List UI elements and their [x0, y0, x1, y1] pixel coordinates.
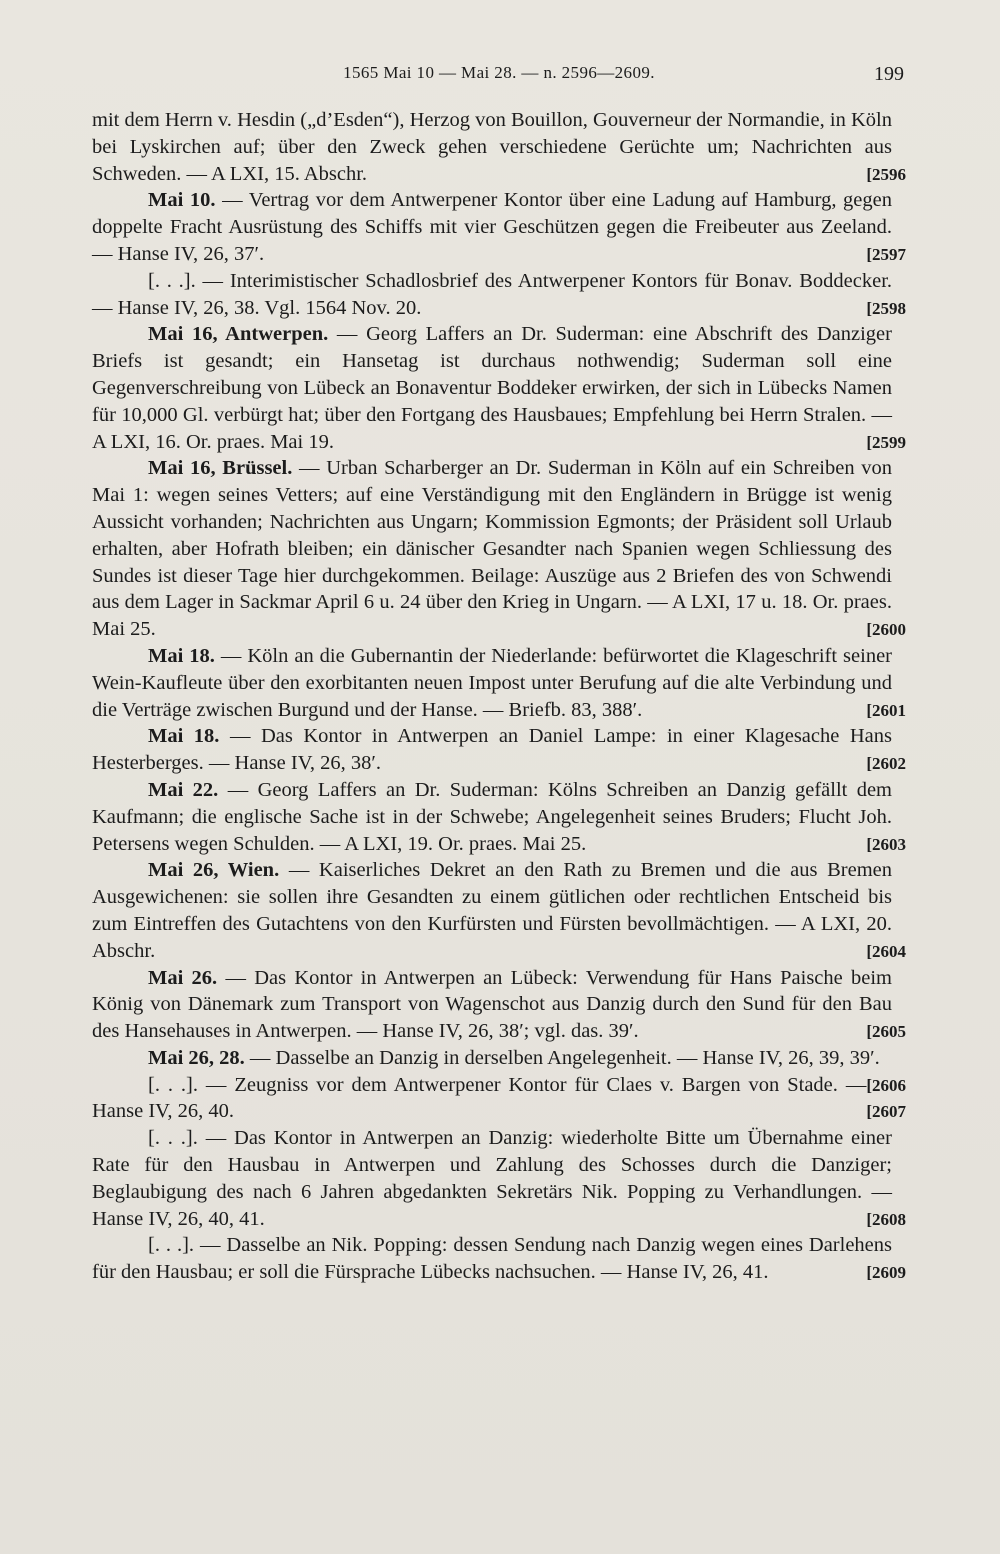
entry-text: — Das Kontor in Antwerpen an Daniel Lampe: in einer Klagesache Hans Hesterberges. — Hanse IV, 26, 38′. [92, 725, 892, 775]
entry-number: [2601 [866, 700, 906, 720]
entry-number: [2596 [866, 164, 906, 184]
entry-number: [2597 [866, 244, 906, 264]
entry-2603 [92, 777, 906, 857]
entry-2597 [92, 187, 906, 267]
entry-date: Mai 18. [148, 644, 215, 667]
entry-text: — Kaiserliches Dekret an den Rath zu Bremen und die aus Bremen Ausgewichenen: sie sollen ihre Gesandten zu einem gütlichen oder rechtlichen Entscheid bis zum Eintreffen des Gutachtens von den Kurfürsten und Fürsten bevollmächtigen. — A LXI, 20. Abschr. [92, 859, 893, 962]
entry-text: — Dasselbe an Nik. Popping: dessen Sendung nach Danzig wegen eines Darlehens für den Hausbau; er soll die Fürsprache Lübecks nachsuchen. — Hanse IV, 26, 41. [92, 1234, 893, 1284]
entry-2598 [92, 268, 906, 322]
entry-text: — Das Kontor in Antwerpen an Lübeck: Verwendung für Hans Paische beim König von Dänemark zum Transport von Wagenschot aus Danzig durch den Sund für den Bau des Hansehauses in Antwerpen. — Hanse IV, 26, 38′; vgl. das. 39′. [92, 966, 892, 1043]
entry-number: [2605 [866, 1022, 906, 1042]
entry-2606 [92, 1045, 906, 1095]
entry-text: mit dem Herrn v. Hesdin („d’Esden“), Herzog von Bouillon, Gouverneur der Normandie, in Köln bei Lyskirchen auf; über den Zweck gehen verschiedene Gerüchte um; Nachrichten aus Schweden. — A LXI, 15. Abschr. [92, 109, 892, 185]
entry-2604 [92, 857, 906, 964]
entry-2607 [92, 1072, 906, 1126]
entry-2609 [92, 1232, 906, 1286]
entry-date: [. . .]. [148, 1234, 195, 1257]
entry-date: [. . .]. [148, 1127, 198, 1150]
entry-number: [2600 [866, 620, 906, 640]
entry-date: Mai 26, 28. [148, 1046, 245, 1069]
entry-number: [2608 [866, 1209, 906, 1229]
page-number: 199 [874, 63, 904, 85]
entry-text: — Köln an die Gubernantin der Niederlande: befürwortet die Klageschrift seiner Wein-Kaufleute über den exorbitanten neuen Impost unter Berufung auf die alte Verbindung und die Verträge zwischen Burgund und der Hanse. — Briefb. 83, 388′. [92, 644, 892, 721]
entry-date: [. . .]. [148, 269, 196, 292]
entry-2601 [92, 643, 906, 723]
entry-date: Mai 16, Antwerpen. [148, 323, 329, 346]
running-head: 1565 Mai 10 — Mai 28. — n. 2596—2609. [343, 63, 655, 82]
entry-text: — Urban Scharberger an Dr. Suderman in Köln auf ein Schreiben von Mai 1: wegen seines Vetters; auf eine Verständigung mit den Engländern in Brügge ist wenig Aussicht vorhanden; Nachrichten aus Ungarn; Kommission Egmonts; der Präsident soll Urlaub erhalten, aber Hofrath bleiben; ein dänischer Gesandter nach Spanien wegen Schliessung des Sundes ist dieser Tage hier durchgekommen. Beilage: Auszüge aus 2 Briefen des von Schwendi aus dem Lager in Sackmar April 6 u. 24 über den Krieg in Ungarn. — A LXI, 17 u. 18. Or. praes. Mai 25. [92, 457, 893, 641]
entry-date: Mai 26. [148, 966, 218, 989]
entry-2605 [92, 965, 906, 1045]
entry-date: Mai 22. [148, 778, 219, 801]
entry-number: [2599 [866, 432, 906, 452]
entry-text: — Vertrag vor dem Antwerpener Kontor über eine Ladung auf Hamburg, gegen doppelte Fracht Ausrüstung des Schiffs mit vier Geschützen gegen die Freibeuter aus Zeeland. — Hanse IV, 26, 37′. [92, 189, 892, 265]
entry-text: — Das Kontor in Antwerpen an Danzig: wiederholte Bitte um Übernahme einer Rate für den Hausbau in Antwerpen und Zahlung des Schosses durch die Danziger; Beglaubigung des nach 6 Jahren abgedankten Sekretärs Nik. Popping zu Verhandlungen. — Hanse IV, 26, 40, 41. [92, 1127, 892, 1230]
entry-number: [2598 [866, 298, 906, 318]
entry-text: — Georg Laffers an Dr. Suderman: Kölns Schreiben an Danzig gefällt dem Kaufmann; die englische Sache ist in der Schwebe; Angelegenheit seines Bruders; Flucht Joh. Petersens wegen Schulden. — A LXI, 19. Or. praes. Mai 25. [92, 778, 893, 855]
entry-number: [2604 [866, 941, 906, 961]
entry-2599 [92, 321, 906, 455]
entry-number: [2609 [866, 1263, 906, 1283]
entry-text: — Dasselbe an Danzig in derselben Angelegenheit. — Hanse IV, 26, 39, 39′. [244, 1046, 880, 1069]
entry-2608 [92, 1125, 906, 1232]
entry-text: — Georg Laffers an Dr. Suderman: eine Abschrift des Danziger Briefs ist gesandt; ein Hansetag ist durchaus nothwendig; Suderman soll eine Gegenverschreibung von Lübeck an Bonaventur Boddeker erwirken, der sich in Lübecks Namen für 10,000 Gl. verbürgt hat; über den Fortgang des Hausbaues; Empfehlung bei Herrn Stralen. — A LXI, 16. Or. praes. Mai 19. [92, 323, 892, 453]
page-header [92, 63, 906, 89]
entry-text: — Zeugniss vor dem Antwerpener Kontor für Claes v. Bargen von Stade. — Hanse IV, 26, 40. [92, 1073, 867, 1123]
entry-date: Mai 26, Wien. [148, 859, 280, 882]
entry-date: Mai 10. [148, 189, 216, 212]
entry-number: [2603 [866, 834, 906, 854]
entry-number: [2607 [866, 1102, 906, 1122]
entry-text: — Interimistischer Schadlosbrief des Antwerpener Kontors für Bonav. Boddecker. — Hanse IV, 26, 38. Vgl. 1564 Nov. 20. [92, 269, 893, 319]
document-body [92, 107, 906, 1286]
entry-2596 [92, 107, 906, 187]
entry-number: [2606 [866, 1075, 906, 1095]
entry-date: [. . .]. [148, 1073, 198, 1096]
entry-number: [2602 [866, 754, 906, 774]
entry-date: Mai 18. [148, 725, 220, 748]
entry-2602 [92, 723, 906, 777]
entry-date: Mai 16, Brüssel. [148, 457, 293, 480]
entry-2600 [92, 455, 906, 643]
